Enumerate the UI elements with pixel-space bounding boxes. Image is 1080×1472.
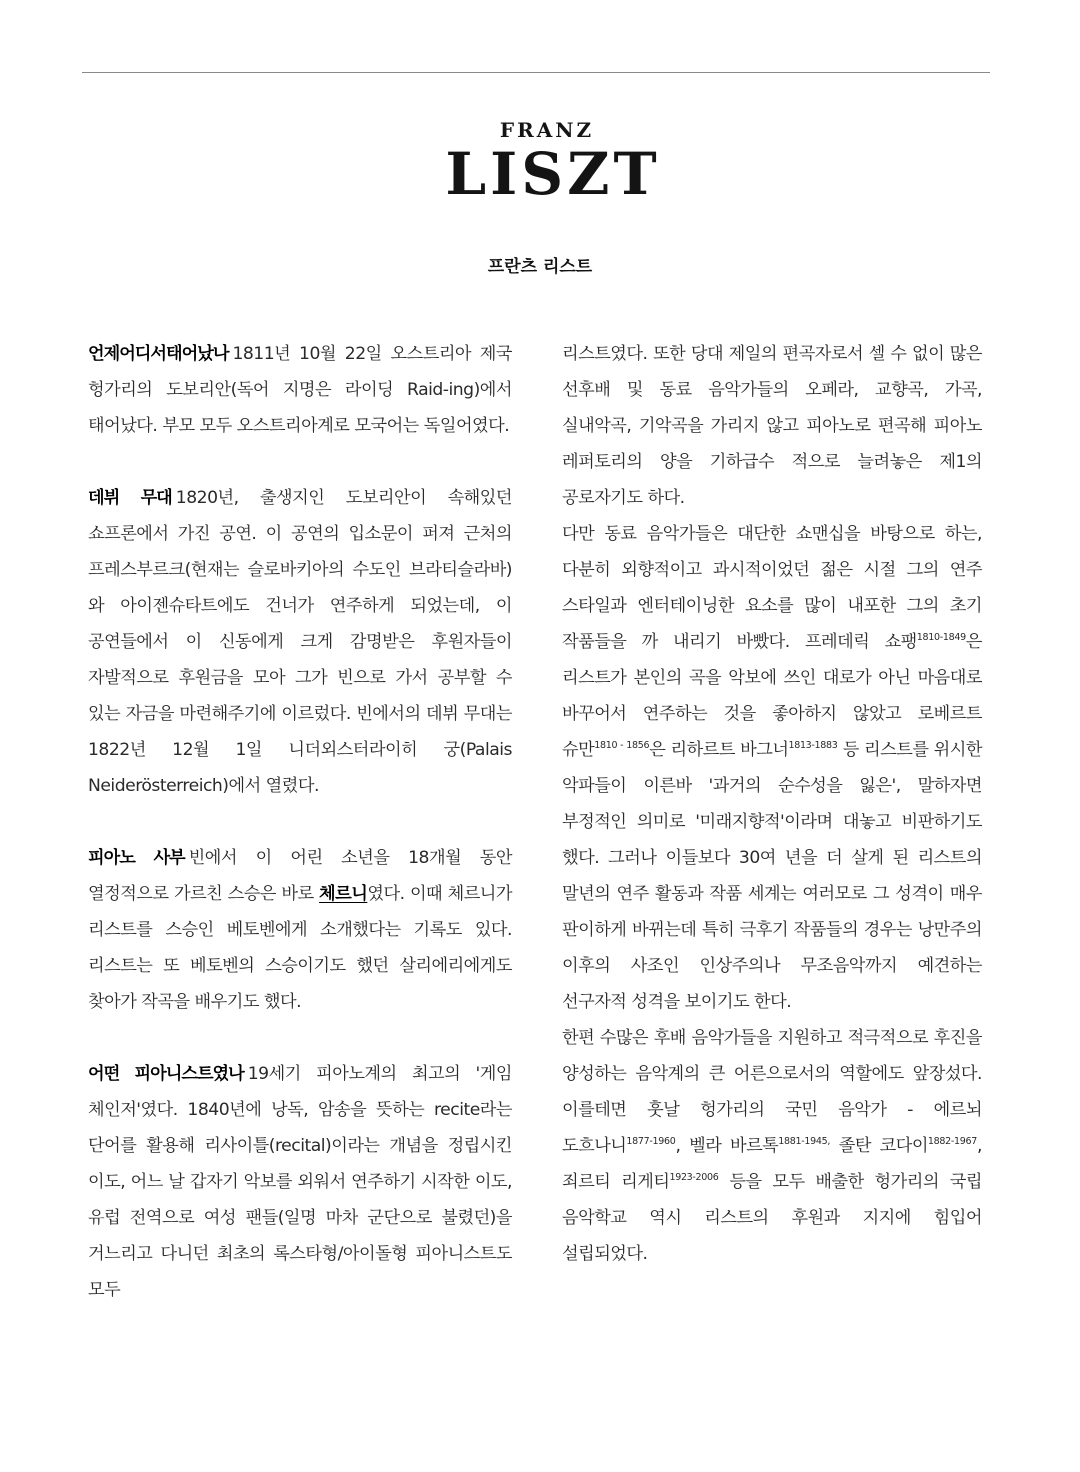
debut-heading: 데뷔 무대 (88, 488, 172, 508)
wagner-years: 1813-1883 (788, 740, 838, 751)
birth-paragraph (88, 336, 512, 444)
debut-paragraph (88, 480, 512, 804)
criticism-text-4: 등 리스트를 위시한 악파들이 이른바 '과거의 순수성을 잃은', 말하자면 부정적인 의미로 '미래지향적'이라며 대놓고 비판하기도 했다. 그러나 이들보다 30여 년을 더 살게 된 리스트의 말년의 연주 활동과 작품 세계는 여러모로 그 성격이 매우 판이하게 바뀌는데 특히 극후기 작품들의 경우는 낭만주의 이후의 사조인 인상주의나 무조음악까지 예견하는 선구자적 성격을 보이기도 한다. (562, 740, 982, 1012)
logo-first-name: FRANZ (499, 118, 595, 142)
right-column (562, 336, 982, 1272)
ligeti-years: 1923-2006 (669, 1172, 719, 1183)
mentor-text-5: 등을 모두 배출한 헝가리의 국립 음악학교 역시 리스트의 후원과 지지에 힘입어 설립되었다. (562, 1172, 982, 1264)
logo-last-name: LISZT (445, 140, 661, 208)
pianist-heading: 어떤 피아니스트였나 (88, 1064, 244, 1084)
left-column (88, 336, 512, 1308)
birth-heading: 언제어디서태어났나 (88, 344, 229, 364)
mentor-text-2: , 벨라 바르톡 (675, 1136, 779, 1156)
birth-text: 1811년 10월 22일 오스트리아 제국 헝가리의 도보리안(독어 지명은 라이딩 Raid-ing)에서 태어났다. 부모 모두 오스트리아계로 모국어는 독일어였다. (88, 344, 512, 436)
teacher-text-after: 였다. 이때 체르니가 리스트를 스승인 베토벤에게 소개했다는 기록도 있다. 리스트는 또 베토벤의 스승이기도 했던 살리에리에게도 찾아가 작곡을 배우기도 했다. (88, 884, 512, 1012)
criticism-paragraph (562, 516, 982, 1020)
top-divider (82, 72, 990, 73)
kodaly-years: 1882-1967 (927, 1136, 978, 1147)
criticism-text-1: 다만 동료 음악가들은 대단한 쇼맨십을 바탕으로 하는, 다분히 외향적이고 과시적이었던 젊은 시절 그의 연주 스타일과 엔터테이닝한 요소를 많이 내포한 그의 초기 작품들을 까 내리기 바빴다. 프레데릭 쇼팽 (562, 524, 982, 652)
korean-title: 프란츠 리스트 (487, 257, 593, 277)
mentor-text-4: , 죄르티 리게티 (562, 1136, 982, 1192)
teacher-paragraph (88, 840, 512, 1020)
mentor-paragraph (562, 1020, 982, 1272)
czerny-emphasis: 체르니 (319, 884, 368, 904)
criticism-text-3: 은 리하르트 바그너 (649, 740, 789, 760)
dohnanyi-years: 1877-1960 (626, 1136, 676, 1147)
arranger-paragraph: 리스트였다. 또한 당대 제일의 편곡자로서 셀 수 없이 많은 선후배 및 동료 음악가들의 오페라, 교향곡, 가곡, 실내악곡, 기악곡을 가리지 않고 피아노로 편곡해 피아노 레퍼토리의 양을 기하급수 적으로 늘려놓은 제1의 공로자기도 하다. (562, 344, 982, 508)
pianist-text: 19세기 피아노계의 최고의 '게임 체인저'였다. 1840년에 낭독, 암송을 뜻하는 recite라는 단어를 활용해 리사이틀(recital)이라는 개념을 정립시킨 이도, 어느 날 갑자기 악보를 외워서 연주하기 시작한 이도, 유럽 전역으로 여성 팬들(일명 마차 군단으로 불렸던)을 거느리고 다니던 최초의 록스타형/아이돌형 피아니스트도 모두 (88, 1064, 512, 1300)
mentor-text-3: 졸탄 코다이 (830, 1136, 928, 1156)
chopin-years: 1810-1849 (916, 632, 966, 643)
pianist-paragraph (88, 1056, 512, 1308)
mentor-text-1: 한편 수많은 후배 음악가들을 지원하고 적극적으로 후진을 양성하는 음악계의 큰 어른으로서의 역할에도 앞장섰다. 이를테면 훗날 헝가리의 국민 음악가 - 에르뇌 도흐나니 (562, 1028, 982, 1156)
schumann-years: 1810 - 1856 (594, 740, 650, 751)
teacher-heading: 피아노 사부 (88, 848, 185, 868)
debut-text: 1820년, 출생지인 도보리안이 속해있던 쇼프론에서 가진 공연. 이 공연의 입소문이 퍼져 근처의 프레스부르크(현재는 슬로바키아의 수도인 브라티슬라바)와 아이젠슈타트에도 건너가 연주하게 되었는데, 이 공연들에서 이 신동에게 크게 감명받은 후원자들이 자발적으로 후원금을 모아 그가 빈으로 가서 공부할 수 있는 자금을 마련해주기에 이르렀다. 빈에서의 데뷔 무대는 1822년 12월 1일 니더외스터라이히 궁(Palais Neiderösterreich)에서 열렸다. (88, 488, 512, 796)
franz-liszt-logo (0, 118, 1080, 206)
teacher-text-before: 빈에서 이 어린 소년을 18개월 동안 열정적으로 가르친 스승은 바로 (88, 848, 513, 904)
bartok-years: 1881-1945, (778, 1136, 831, 1147)
criticism-text-2: 은 리스트가 본인의 곡을 악보에 쓰인 대로가 아닌 마음대로 바꾸어서 연주하는 것을 좋아하지 않았고 로베르트 슈만 (562, 632, 982, 760)
